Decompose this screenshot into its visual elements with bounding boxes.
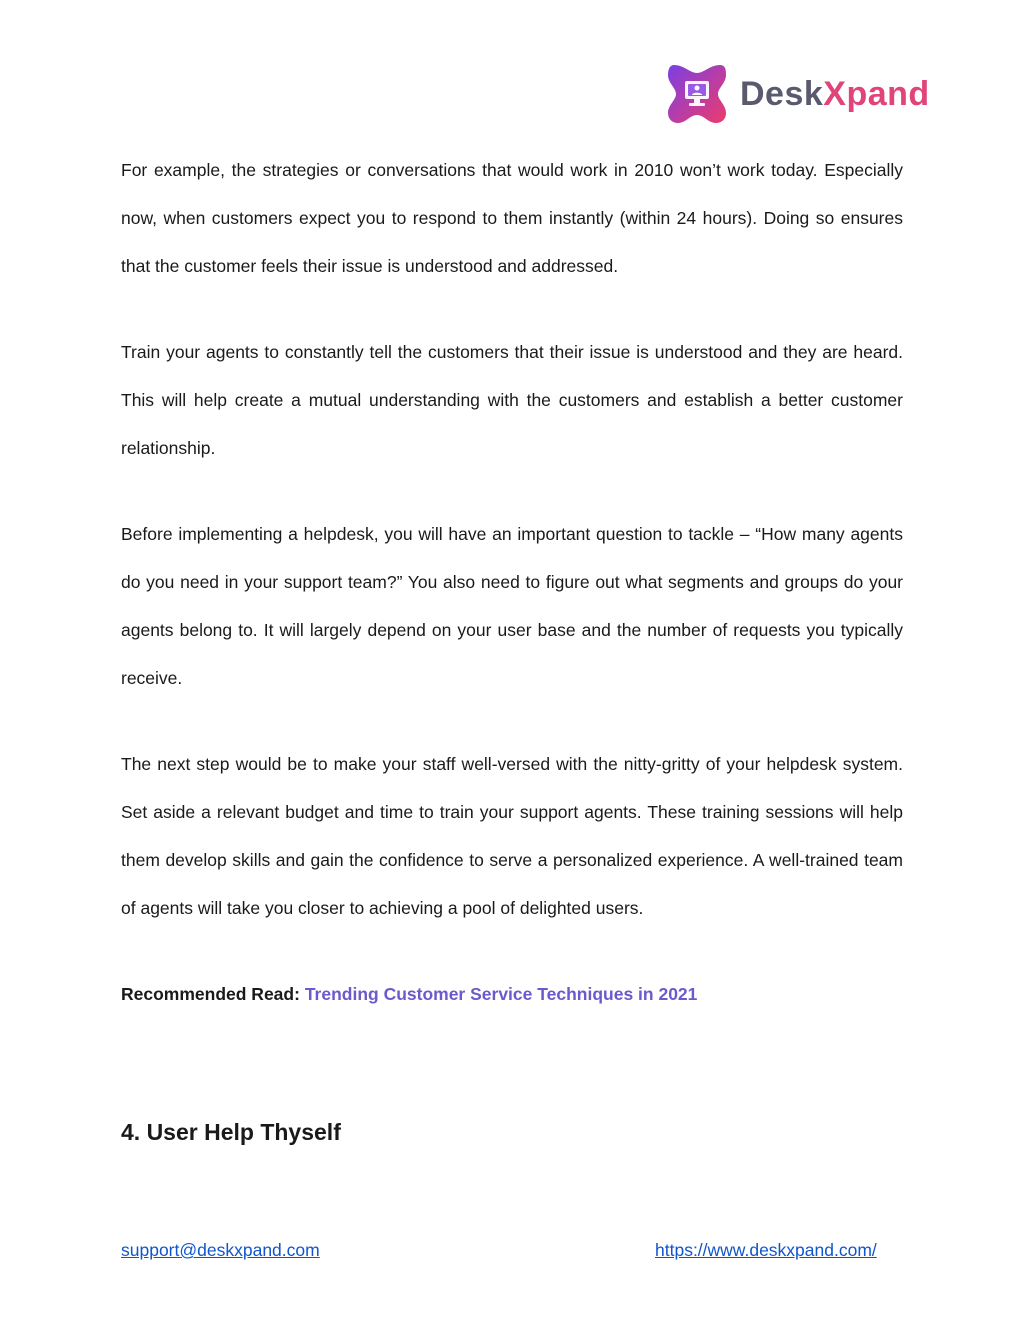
- document-body: [121, 146, 903, 1018]
- recommended-read-link[interactable]: Trending Customer Service Techniques in 2021: [304, 984, 698, 1004]
- recommended-read: [121, 970, 903, 1018]
- recommended-read-label: Recommended Read:: [121, 984, 300, 1004]
- deskxpand-logo-icon: [664, 61, 730, 127]
- footer-email-link[interactable]: support@deskxpand.com: [121, 1240, 320, 1260]
- paragraph-1: For example, the strategies or conversations that would work in 2010 won’t work today. Especially now, when customers expect you to respond to them instantly (within 24 hours). Doing so ensures that the customer feels their issue is understood and addressed.: [121, 160, 903, 276]
- paragraph-4: The next step would be to make your staff well-versed with the nitty-gritty of your helpdesk system. Set aside a relevant budget and time to train your support agents. These training sessions will help them develop skills and gain the confidence to serve a personalized experience. A well-trained team of agents will take you closer to achieving a pool of delighted users.: [121, 754, 903, 918]
- deskxpand-logo: [664, 60, 930, 128]
- brand-name: [740, 77, 930, 111]
- brand-name-part1: Desk: [740, 75, 824, 113]
- section-heading: 4. User Help Thyself: [121, 1119, 341, 1145]
- brand-name-part2: Xpand: [823, 75, 930, 113]
- paragraph-3: Before implementing a helpdesk, you will have an important question to tackle – “How many agents do you need in your support team?” You also need to figure out what segments and groups do your agents belong to. It will largely depend on your user base and the number of requests you typically receive.: [121, 524, 903, 688]
- footer-website-link[interactable]: https://www.deskxpand.com/: [655, 1240, 877, 1260]
- paragraph-2: Train your agents to constantly tell the customers that their issue is understood and they are heard. This will help create a mutual understanding with the customers and establish a better customer relationship.: [121, 342, 903, 458]
